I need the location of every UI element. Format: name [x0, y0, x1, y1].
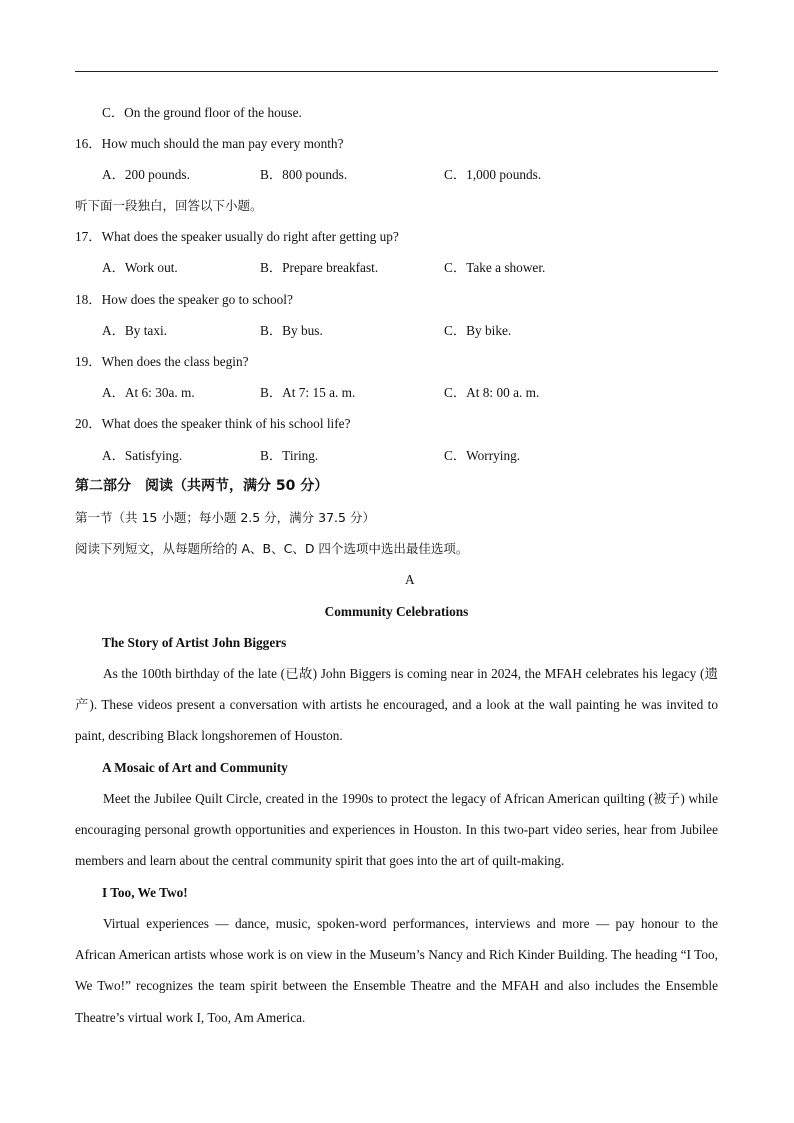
- question-16-option-c: C．1,000 pounds.: [444, 167, 542, 182]
- question-18-stem: 18．How does the speaker go to school?: [75, 292, 293, 307]
- question-19-stem: 19．When does the class begin?: [75, 354, 249, 369]
- header-rule: [75, 71, 718, 72]
- section1-heading: 第一节（共 15 小题；每小题 2.5 分，满分 37.5 分）: [75, 510, 375, 525]
- question-19-option-a: A．At 6: 30a. m.: [102, 385, 195, 400]
- question-18-option-b: B．By bus.: [260, 323, 323, 338]
- section-body-biggers: As the 100th birthday of the late (已故) John Biggers is coming near in 2024, the MFAH celebrates his legacy (遗产). These videos present a conversation with artists he encouraged, and a look at the wall painting he was invited to paint, describing Black longshoremen of Houston.: [75, 666, 718, 744]
- prev-option-c: C．On the ground floor of the house.: [102, 105, 302, 120]
- section-body-i-too: Virtual experiences — dance, music, spoken-word performances, interviews and more — pay honour to the African American artists whose work is on view in the Museum’s Nancy and Rich Kinder Building. The heading “I Too, We Two!” recognizes the team spirit between the Ensemble Theatre and the MFAH and also includes the Ensemble Theatre’s virtual work I, Too, Am America.: [75, 916, 718, 1025]
- passage-title: Community Celebrations: [324, 604, 469, 619]
- question-17-option-b: B．Prepare breakfast.: [260, 260, 379, 275]
- question-16-option-a: A．200 pounds.: [102, 167, 190, 182]
- question-19-option-c: C．At 8: 00 a. m.: [444, 385, 540, 400]
- question-18-option-a: A．By taxi.: [102, 323, 168, 338]
- monologue-instruction: 听下面一段独白，回答以下小题。: [75, 198, 263, 213]
- question-20-option-a: A．Satisfying.: [102, 448, 183, 463]
- question-16-stem: 16．How much should the man pay every month?: [75, 136, 344, 151]
- question-18-option-c: C．By bike.: [444, 323, 512, 338]
- question-19-option-b: B．At 7: 15 a. m.: [260, 385, 356, 400]
- passage-letter: A: [405, 572, 415, 587]
- question-17-option-c: C．Take a shower.: [444, 260, 546, 275]
- section-heading-mosaic: A Mosaic of Art and Community: [102, 760, 288, 775]
- question-17-stem: 17．What does the speaker usually do right after getting up?: [75, 229, 399, 244]
- question-16-option-b: B．800 pounds.: [260, 167, 348, 182]
- reading-instruction: 阅读下列短文，从每题所给的 A、B、C、D 四个选项中选出最佳选项。: [75, 541, 469, 556]
- part2-heading: 第二部分 阅读（共两节，满分 50 分）: [75, 478, 329, 494]
- question-20-option-b: B．Tiring.: [260, 448, 319, 463]
- question-20-stem: 20．What does the speaker think of his school life?: [75, 416, 351, 431]
- section-heading-biggers: The Story of Artist John Biggers: [102, 635, 287, 650]
- section-heading-i-too: I Too, We Two!: [102, 885, 188, 900]
- question-17-option-a: A．Work out.: [102, 260, 178, 275]
- question-20-option-c: C．Worrying.: [444, 448, 521, 463]
- section-body-mosaic: Meet the Jubilee Quilt Circle, created in the 1990s to protect the legacy of African American quilting (被子) while encouraging personal growth opportunities and experiences in Houston. In this two-part video series, hear from Jubilee members and learn about the central community spirit that goes into the art of quilt-making.: [75, 791, 718, 869]
